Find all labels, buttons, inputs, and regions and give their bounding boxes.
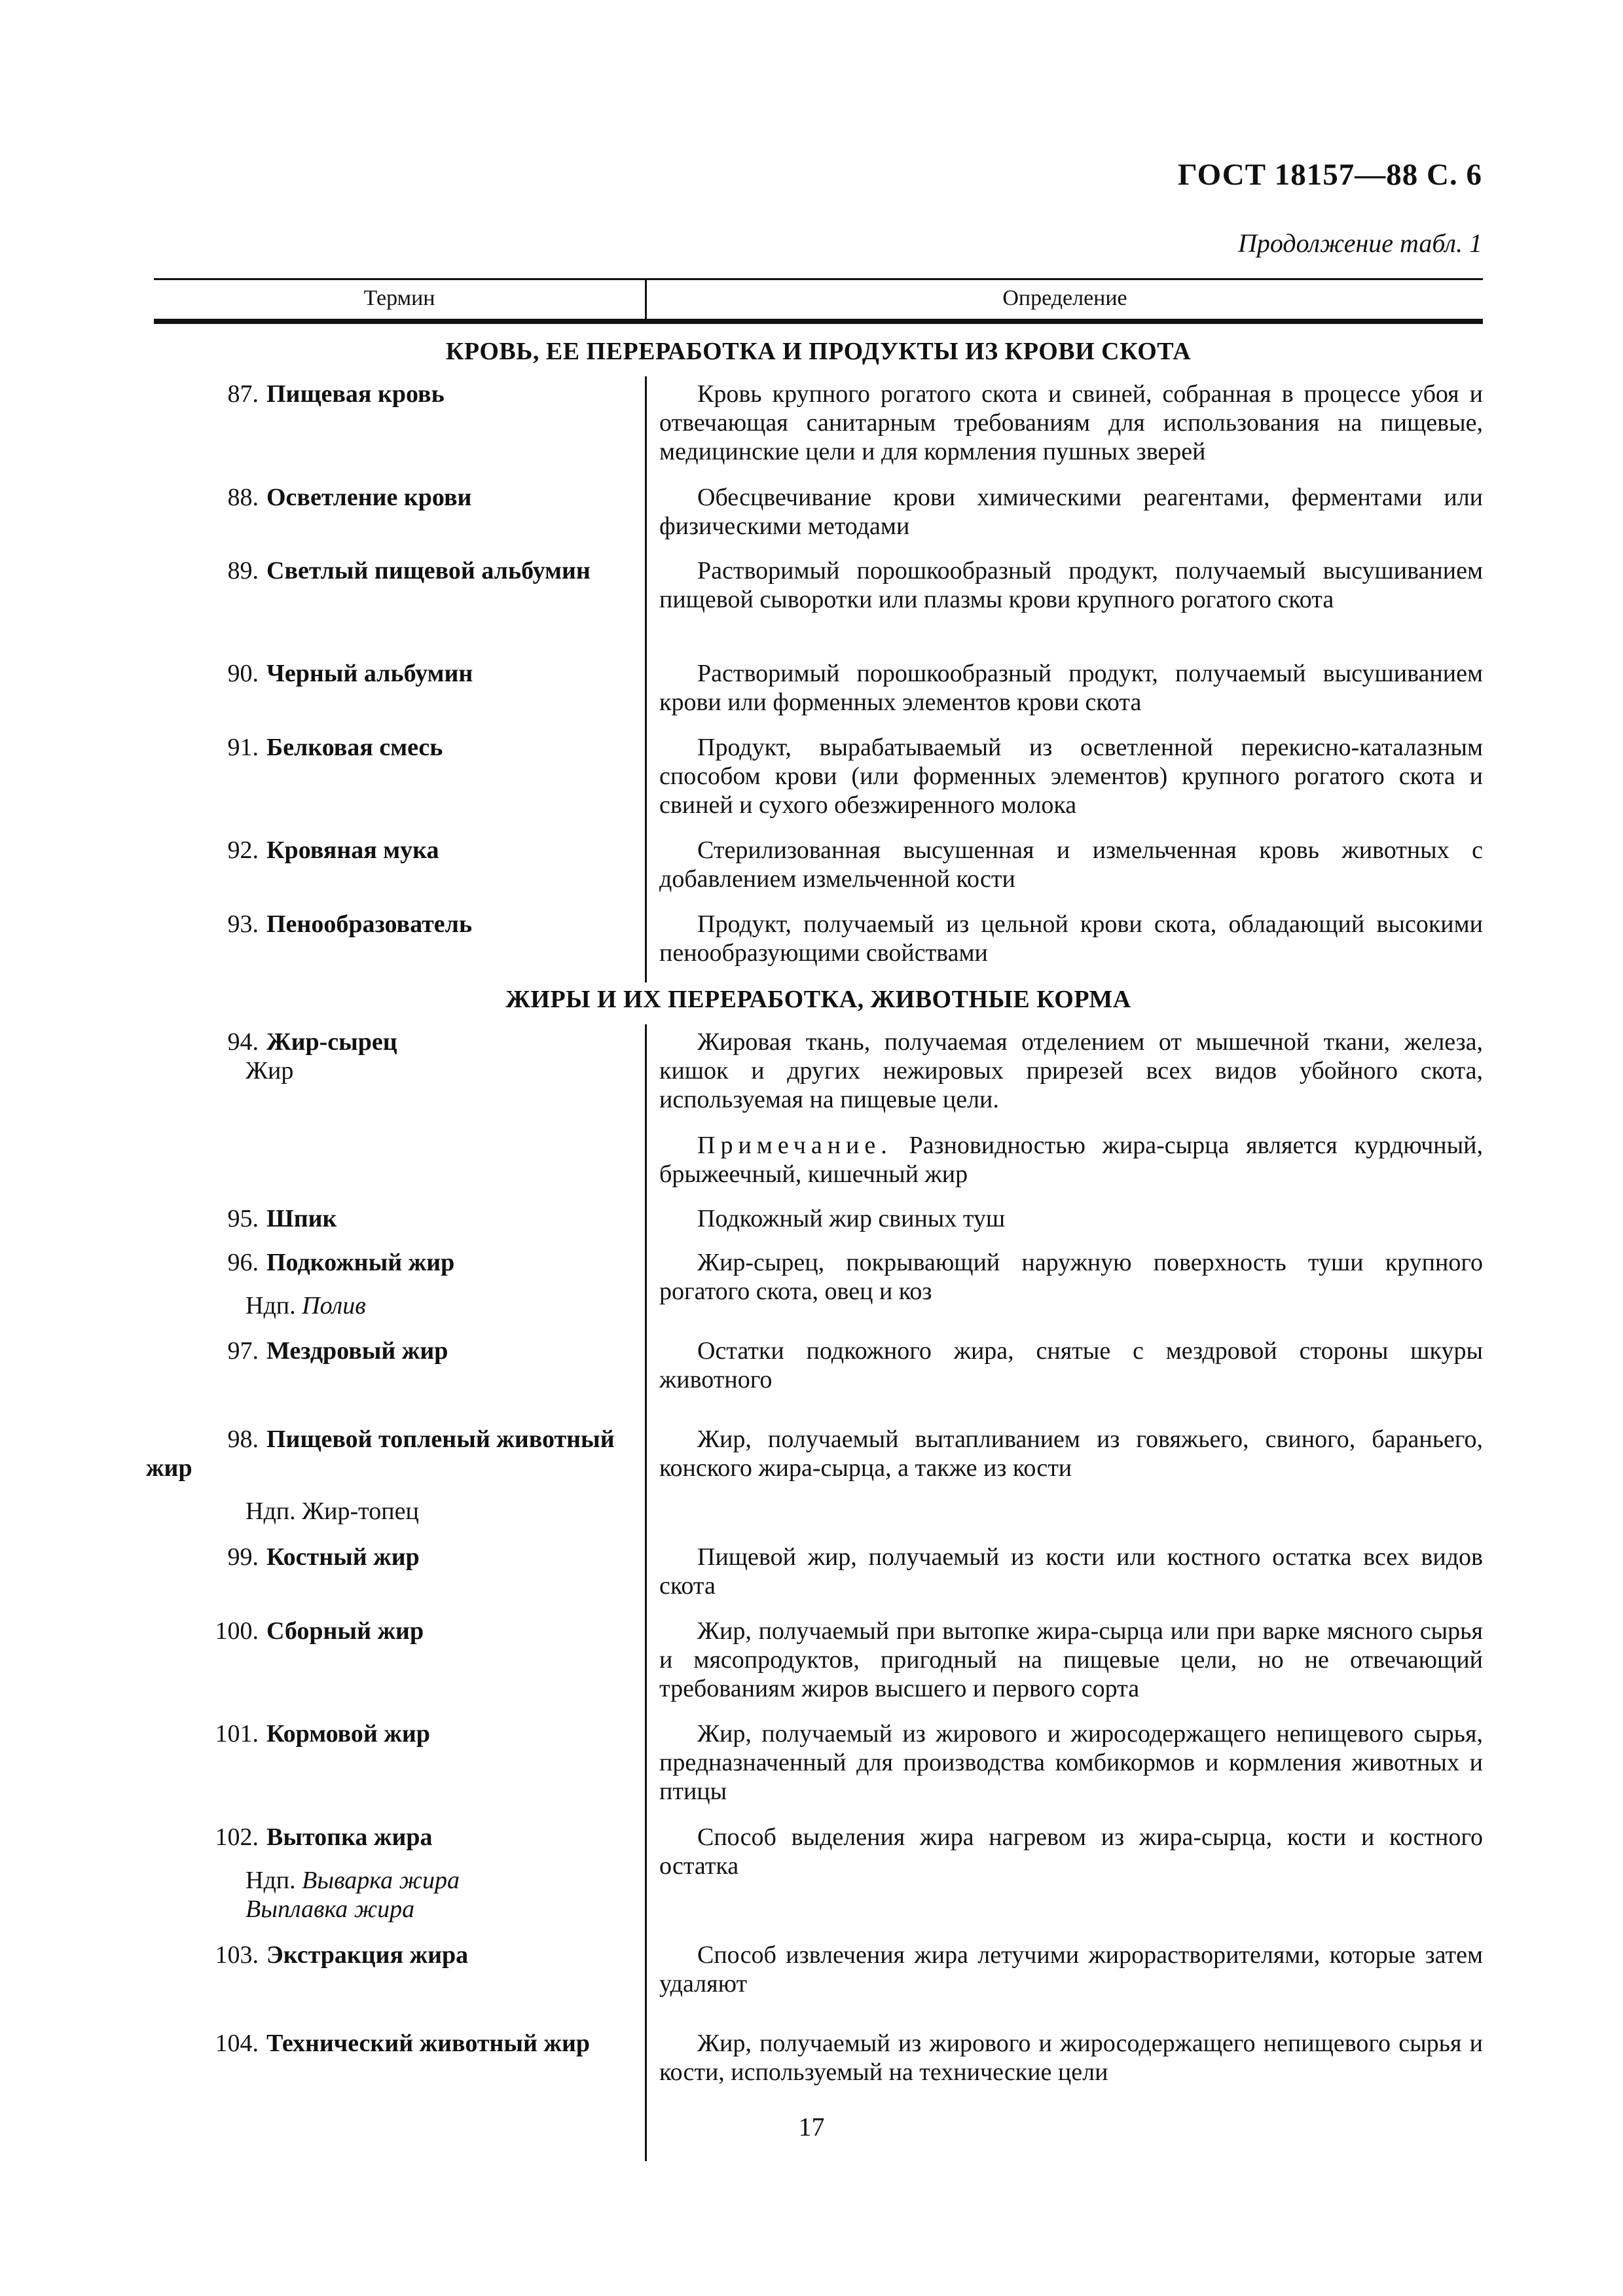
definition-cell: Способ выделения жира нагревом из жира-сырца, кости и костного остатка (659, 1823, 1483, 1880)
deprecated-prefix: Ндп. (246, 1867, 296, 1894)
term-number: 89. (227, 557, 259, 584)
term-number: 102. (215, 1823, 259, 1851)
definition-cell (659, 1028, 1483, 1189)
definition-cell: Пищевой жир, получаемый из кости или костного остатка всех видов скота (659, 1543, 1483, 1600)
term-number: 87. (227, 380, 259, 408)
note-text: Разновидностью жира-сырца является курдючный, брыжеечный, кишечный жир (659, 1132, 1483, 1188)
term-cell (154, 2029, 625, 2058)
term-number: 91. (227, 734, 259, 761)
term-name: Осветление крови (266, 484, 472, 511)
term-name: Черный альбумин (266, 660, 473, 687)
term-name: Кровяная мука (266, 836, 439, 864)
table-top-rule (154, 278, 1483, 280)
term-name: Вытопка жира (266, 1823, 433, 1851)
term-cell (154, 733, 625, 762)
term-number: 92. (227, 836, 259, 864)
section-title-blood: КРОВЬ, ЕЕ ПЕРЕРАБОТКА И ПРОДУКТЫ ИЗ КРОВИ СКОТА (445, 338, 1192, 365)
deprecated-term: Выплавка жира (246, 1895, 415, 1923)
term-cell (154, 556, 625, 585)
column-header-definition: Определение (1002, 286, 1127, 310)
term-cell (146, 1425, 625, 1526)
term-number: 95. (227, 1205, 259, 1232)
term-number: 88. (227, 484, 259, 511)
term-number: 90. (227, 660, 259, 687)
definition-cell: Остатки подкожного жира, снятые с мездровой стороны шкуры животного (659, 1337, 1483, 1393)
term-number: 97. (227, 1337, 259, 1365)
definition-cell: Жир, получаемый вытапливанием из говяжьего, свиного, бараньего, конского жира-сырца, а также из кости (659, 1426, 1483, 1482)
term-name: Технический животный жир (266, 2030, 591, 2057)
table-continuation-label: Продолжение табл. 1 (1237, 228, 1482, 258)
definition-cell: Продукт, получаемый из цельной крови скота, обладающий высокими пенообразующими свойствами (659, 910, 1483, 967)
definition-cell: Кровь крупного рогатого скота и свиней, собранная в процессе убоя и отвечающая санитарным требованиям для использования на пищевые, медицинские цели и для кормления пушных зверей (659, 380, 1483, 465)
term-cell (154, 1617, 625, 1645)
column-separator (645, 1024, 647, 2161)
term-cell (154, 1336, 625, 1365)
term-number: 93. (227, 910, 259, 938)
term-cell (154, 1204, 625, 1233)
definition-cell: Подкожный жир свиных туш (697, 1205, 1006, 1232)
term-cell (154, 1028, 625, 1085)
definition-cell: Жир, получаемый из жирового и жиросодержащего непищевого сырья и кости, используемый на технические цели (659, 2030, 1483, 2086)
term-cell (154, 1543, 625, 1571)
term-cell (154, 1823, 625, 1924)
definition-cell: Жир, получаемый при вытопке жира-сырца или при варке мясного сырья и мясопродуктов, пригодный на пищевые цели, но не отвечающий требованиям жиров высшего и первого сорта (659, 1617, 1483, 1702)
term-cell (154, 483, 625, 512)
definition-cell: Растворимый порошкообразный продукт, получаемый высушиванием крови или форменных элементов крови скота (659, 660, 1483, 716)
term-name: Кормовой жир (266, 1720, 430, 1748)
term-deprecated (154, 1866, 625, 1895)
term-number: 96. (227, 1249, 259, 1276)
deprecated-term: Выварка жира (302, 1867, 460, 1894)
term-cell (154, 1941, 625, 1969)
definition-cell: Обесцвечивание крови химическими реагентами, ферментами или физическими методами (659, 484, 1483, 540)
deprecated-term: Полив (302, 1292, 366, 1319)
definition-cell: Жир-сырец, покрывающий наружную поверхность туши крупного рогатого скота, овец и коз (659, 1249, 1483, 1305)
term-number: 99. (227, 1543, 259, 1571)
term-synonym: Жир (246, 1057, 294, 1085)
term-deprecated (154, 1895, 625, 1924)
term-name: Шпик (266, 1205, 337, 1232)
term-name: Пищевой топленый животный (266, 1426, 615, 1453)
definition-note (659, 1131, 1483, 1189)
note-label: Примечание. (697, 1132, 892, 1159)
term-name: Пищевая кровь (266, 380, 445, 408)
term-name: Пенообразователь (266, 910, 473, 938)
term-name: Мездровый жир (266, 1337, 448, 1365)
column-header-term: Термин (363, 286, 435, 310)
definition-text: Жировая ткань, получаемая отделением от мышечной ткани, железа, кишок и других нежировых прирезей всех видов убойного скота, используемая на пищевые цели. (659, 1028, 1483, 1113)
page-number: 17 (798, 2112, 825, 2142)
definition-cell: Способ извлечения жира летучими жирорастворителями, которые затем удаляют (659, 1941, 1483, 1998)
term-name: Подкожный жир (266, 1249, 455, 1276)
term-cell (154, 1248, 625, 1320)
term-deprecated (154, 1291, 625, 1320)
deprecated-term: Жир-топец (302, 1498, 419, 1525)
column-separator (645, 376, 647, 982)
deprecated-prefix: Ндп. (246, 1292, 296, 1319)
deprecated-prefix: Ндп. (246, 1498, 296, 1525)
term-name: Жир-сырец (266, 1028, 397, 1056)
term-deprecated (154, 1497, 625, 1526)
term-cell (154, 836, 625, 865)
document-reference: ГОСТ 18157—88 С. 6 (1177, 158, 1482, 192)
definition-cell: Стерилизованная высушенная и измельченная кровь животных с добавлением измельченной кости (659, 836, 1483, 893)
term-name-continuation: жир (146, 1454, 192, 1482)
term-number: 101. (215, 1720, 259, 1748)
term-name: Экстракция жира (266, 1941, 469, 1969)
term-cell (154, 910, 625, 939)
term-cell (154, 659, 625, 688)
term-number: 98. (227, 1426, 259, 1453)
term-number: 104. (215, 2030, 259, 2057)
term-cell (154, 380, 625, 408)
term-name: Костный жир (266, 1543, 420, 1571)
definition-cell: Жир, получаемый из жирового и жиросодержащего непищевого сырья, предназначенный для производства комбикормов и кормления животных и птицы (659, 1720, 1483, 1805)
definition-cell: Растворимый порошкообразный продукт, получаемый высушиванием пищевой сыворотки или плазмы крови крупного рогатого скота (659, 557, 1483, 613)
term-cell (154, 1719, 625, 1748)
table-header-rule (154, 319, 1483, 324)
term-name: Светлый пищевой альбумин (266, 557, 591, 584)
term-name: Сборный жир (266, 1617, 424, 1645)
term-number: 100. (215, 1617, 259, 1645)
definition-cell: Продукт, вырабатываемый из осветленной перекисно-каталазным способом крови (или форменных элементов) крупного рогатого скота и свиней и сухого обезжиренного молока (659, 734, 1483, 819)
section-title-fats: ЖИРЫ И ИХ ПЕРЕРАБОТКА, ЖИВОТНЫЕ КОРМА (505, 986, 1131, 1013)
term-number: 103. (215, 1941, 259, 1969)
term-name: Белковая смесь (266, 734, 443, 761)
term-number: 94. (227, 1028, 259, 1056)
